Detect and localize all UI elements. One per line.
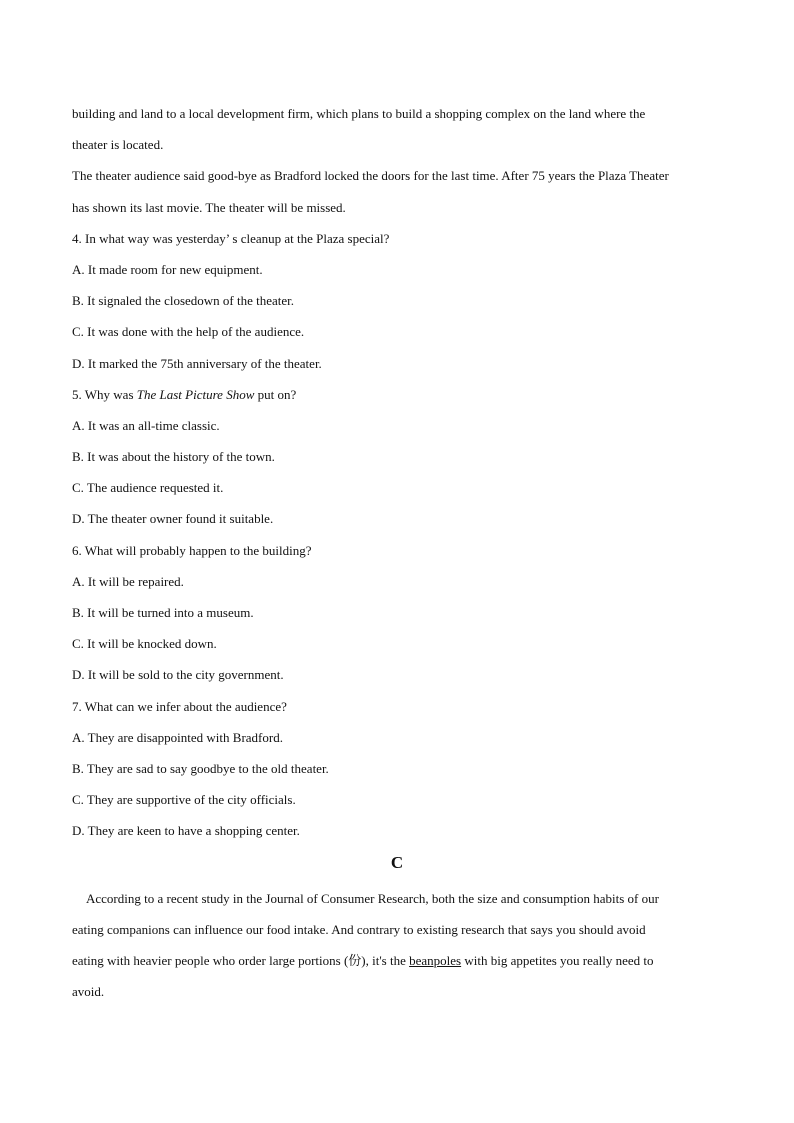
answer-option: B. It will be turned into a museum.: [72, 605, 254, 620]
question-stem: [72, 379, 722, 410]
answer-option: B. They are sad to say goodbye to the old theater.: [72, 760, 329, 776]
answer-option: A. It will be repaired.: [72, 573, 184, 589]
answer-option: A. It was an all-time classic.: [72, 417, 220, 433]
answer-option: C. The audience requested it.: [72, 480, 224, 496]
question-stem-suffix: put on?: [254, 386, 297, 402]
question-7: [72, 691, 722, 847]
text-line: theater is located.: [72, 137, 164, 153]
answer-option: B. It was about the history of the town.: [72, 449, 275, 465]
question-stem: 7. What can we infer about the audience?: [72, 698, 287, 714]
answer-option: B. It signaled the closedown of the theater.: [72, 293, 295, 309]
answer-option: D. It marked the 75th anniversary of the theater.: [72, 355, 322, 371]
answer-option: A. It made room for new equipment.: [72, 261, 263, 277]
answer-option: A. They are disappointed with Bradford.: [72, 729, 283, 745]
text-line: [72, 945, 722, 976]
answer-option: D. They are keen to have a shopping center.: [72, 823, 300, 839]
film-title: The Last Picture Show: [136, 386, 255, 402]
answer-option: D. The theater owner found it suitable.: [72, 511, 274, 527]
question-stem-prefix: 5. Why was: [72, 386, 137, 402]
answer-option: C. It will be knocked down.: [72, 636, 217, 652]
section-heading: C: [390, 852, 404, 872]
text-line: building and land to a local development firm, which plans to build a shopping complex on the land where the: [72, 106, 646, 121]
text-segment: eating with heavier people who order large portions (份), it's the: [72, 952, 410, 968]
text-segment: with big appetites you really need to: [461, 952, 654, 968]
question-4: [72, 223, 722, 379]
answer-option: D. It will be sold to the city government.: [72, 667, 284, 683]
answer-option: C. It was done with the help of the audience.: [72, 324, 305, 340]
passage-c: [72, 883, 722, 1008]
passage-b-end: [72, 98, 722, 223]
text-line: eating companions can influence our food intake. And contrary to existing research that says you should avoid: [72, 921, 646, 937]
document-page: [72, 98, 722, 1007]
question-6: [72, 535, 722, 691]
text-line: The theater audience said good-bye as Bradford locked the doors for the last time. After 75 years the Plaza Theater: [72, 168, 669, 184]
text-line: has shown its last movie. The theater will be missed.: [72, 199, 346, 215]
text-line: avoid.: [72, 984, 105, 1000]
answer-option: C. They are supportive of the city officials.: [72, 792, 296, 808]
question-stem: 4. In what way was yesterday’ s cleanup at the Plaza special?: [72, 230, 390, 246]
underlined-word: beanpoles: [409, 952, 462, 968]
question-5: [72, 379, 722, 535]
question-stem: 6. What will probably happen to the building?: [72, 542, 312, 558]
text-line: According to a recent study in the Journal of Consumer Research, both the size and consumption habits of our: [86, 890, 659, 906]
